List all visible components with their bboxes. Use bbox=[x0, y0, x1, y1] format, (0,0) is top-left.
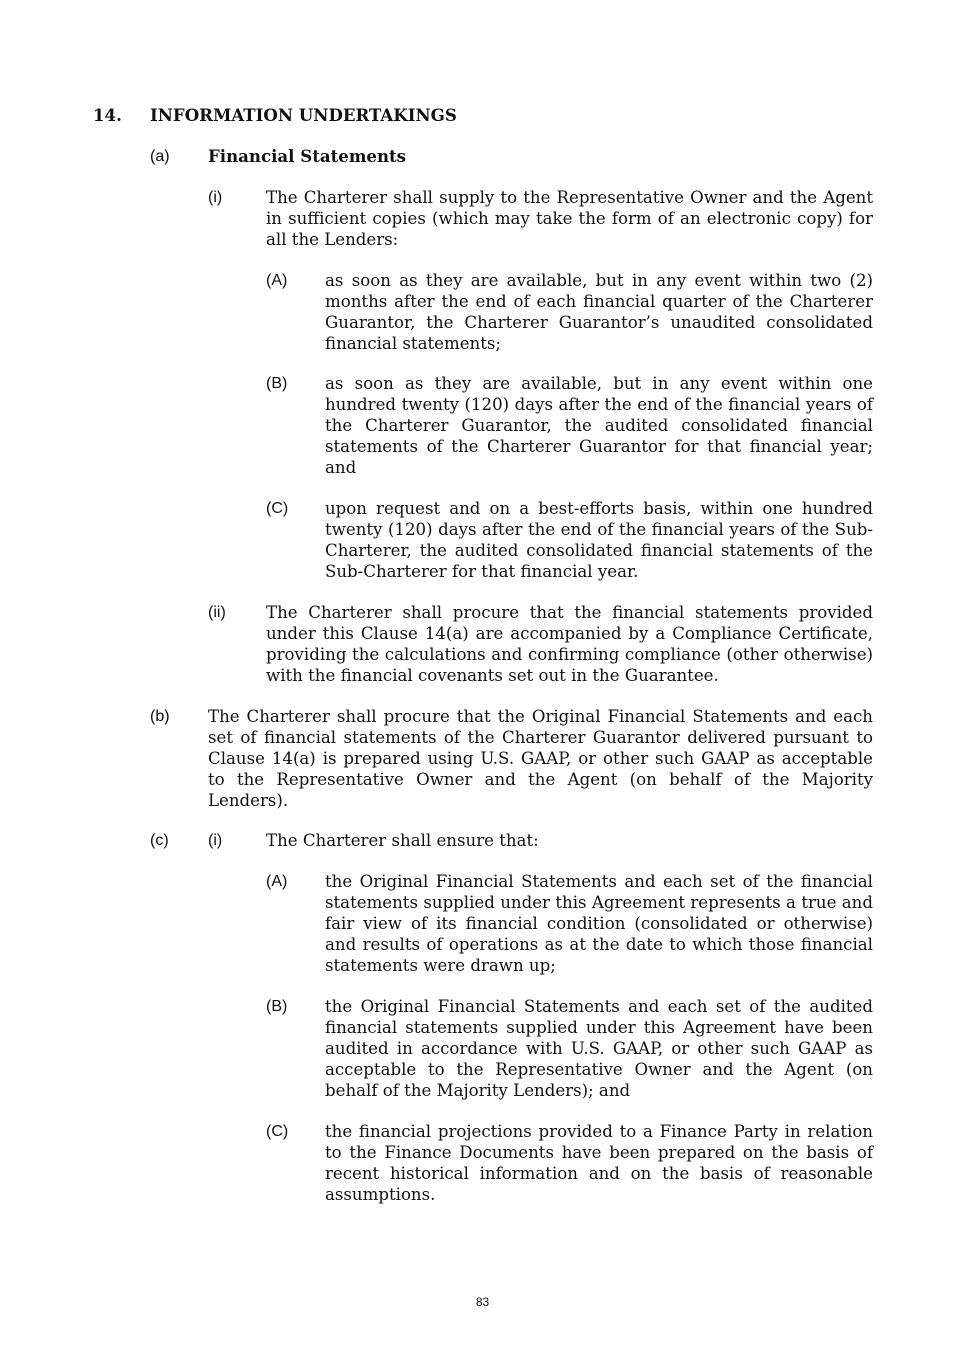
clause-a-ii-text: The Charterer shall procure that the financial statements provided under this Clause 14(a) are accompanied by a Compliance Certificate, providing the calculations and confirming compliance (other otherwise) with the financial covenants set out in the Guarantee. bbox=[266, 603, 873, 685]
clause-c-i-C-label: (C) bbox=[266, 1123, 289, 1140]
clause-b-label: (b) bbox=[150, 708, 170, 725]
clause-c-i-text: The Charterer shall ensure that: bbox=[266, 831, 539, 850]
page-number: 83 bbox=[475, 1295, 490, 1309]
clause-c-i-B-label: (B) bbox=[266, 998, 288, 1015]
clause-a-i-B-text: as soon as they are available, but in any event within one hundred twenty (120) days after the end of the financial years of the Charterer Guarantor, the audited consolidated financial statements of the Charterer Guarantor for that financial year; and bbox=[325, 374, 873, 477]
clause-a-i-label: (i) bbox=[208, 189, 223, 206]
clause-c-i-A-label: (A) bbox=[266, 873, 288, 890]
clause-c-i-A-text: the Original Financial Statements and each set of the financial statements supplied under this Agreement represents a true and fair view of its financial condition (consolidated or otherwise) and results of operations as at the date to which those financial statements were drawn up; bbox=[325, 872, 873, 975]
clause-a-title: Financial Statements bbox=[208, 146, 407, 166]
clause-c-i-C-text: the financial projections provided to a Finance Party in relation to the Finance Documents have been prepared on the basis of recent historical information and on the basis of reasonable assumptions. bbox=[325, 1122, 873, 1204]
clause-a-i-C-label: (C) bbox=[266, 500, 289, 517]
section-number: 14. bbox=[93, 105, 122, 125]
section-title: INFORMATION UNDERTAKINGS bbox=[150, 105, 457, 125]
clause-c-i-B-text: the Original Financial Statements and each set of the audited financial statements supplied under this Agreement have been audited in accordance with U.S. GAAP, or other such GAAP as acceptable to the Representative Owner and the Agent (on behalf of the Majority Lenders); and bbox=[325, 997, 873, 1100]
clause-a-i-B-label: (B) bbox=[266, 375, 288, 392]
clause-a-i-A-label: (A) bbox=[266, 272, 288, 289]
clause-b-text: The Charterer shall procure that the Original Financial Statements and each set of financial statements of the Charterer Guarantor delivered pursuant to Clause 14(a) is prepared using U.S. GAAP, or other such GAAP as acceptable to the Representative Owner and the Agent (on behalf of the Majority Lenders). bbox=[208, 707, 873, 810]
clause-c-i-label: (i) bbox=[208, 832, 223, 849]
clause-a-i-text: The Charterer shall supply to the Representative Owner and the Agent in sufficient copies (which may take the form of an electronic copy) for all the Lenders: bbox=[266, 188, 873, 249]
clause-c-label: (c) bbox=[150, 832, 169, 849]
clause-a-i-A-text: as soon as they are available, but in any event within two (2) months after the end of each financial quarter of the Charterer Guarantor, the Charterer Guarantor’s unaudited consolidated financial statements; bbox=[325, 271, 873, 353]
clause-a-label: (a) bbox=[150, 148, 170, 165]
clause-a-i-C-text: upon request and on a best-efforts basis, within one hundred twenty (120) days after the end of the financial years of the Sub-Charterer, the audited consolidated financial statements of the Sub-Charterer for that financial year. bbox=[325, 499, 873, 581]
clause-a-ii-label: (ii) bbox=[208, 604, 226, 621]
